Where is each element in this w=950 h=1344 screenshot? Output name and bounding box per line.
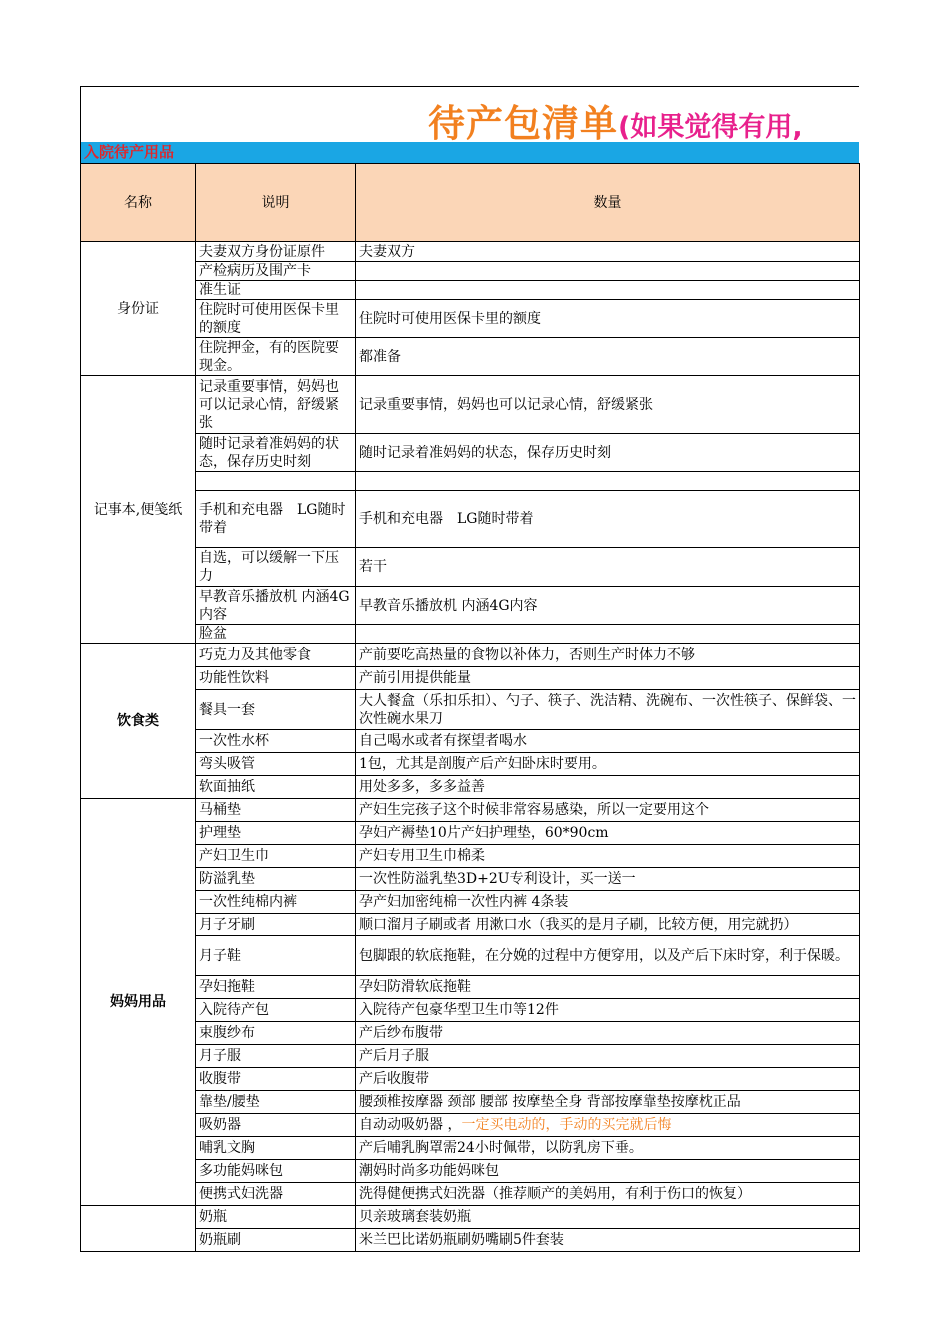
table-row [81, 1114, 860, 1137]
column-header-name: 说明 [196, 164, 356, 242]
item-desc-text: 早教音乐播放机 内涵4G内容 [359, 597, 538, 614]
item-name-cell: 奶瓶刷 [196, 1229, 356, 1252]
item-name-cell: 餐具一套 [196, 690, 356, 730]
item-name-cell: 月子牙刷 [196, 914, 356, 936]
table-row [81, 753, 860, 776]
checklist-table [80, 163, 860, 1252]
title-row [80, 86, 859, 142]
column-header-desc: 数量 [356, 164, 860, 242]
table-row [81, 1137, 860, 1160]
item-desc-cell [356, 690, 860, 730]
item-desc-text: 产前要吃高热量的食物以补体力，否则生产时体力不够 [359, 647, 695, 663]
item-name-cell: 住院时可使用医保卡里的额度 [196, 300, 356, 338]
table-row [81, 491, 860, 548]
item-desc-cell [356, 1183, 860, 1206]
item-desc-cell [356, 587, 860, 625]
item-name-cell: 入院待产包 [196, 999, 356, 1022]
column-header-category: 名称 [81, 164, 196, 242]
item-desc-cell [356, 822, 860, 845]
item-name-cell: 自选，可以缓解一下压力 [196, 548, 356, 587]
item-desc-text: 米兰巴比诺奶瓶刷奶嘴刷5件套装 [359, 1232, 564, 1248]
table-row [81, 376, 860, 434]
item-desc-text: 产妇专用卫生巾棉柔 [359, 848, 485, 864]
item-desc-cell [356, 914, 860, 936]
item-name-cell: 一次性纯棉内裤 [196, 891, 356, 914]
item-name-cell: 记录重要事情，妈妈也可以记录心情，舒缓紧张 [196, 376, 356, 434]
item-name-cell: 月子鞋 [196, 936, 356, 976]
title [428, 93, 803, 142]
table-row [81, 472, 860, 491]
table-row [81, 822, 860, 845]
table-row [81, 730, 860, 753]
item-desc-cell [356, 776, 860, 799]
item-desc-text: 自己喝水或者有探望者喝水 [359, 733, 527, 749]
item-name-cell: 马桶垫 [196, 799, 356, 822]
item-desc-text: 若干 [359, 559, 387, 575]
section-header [80, 142, 859, 163]
item-desc-text: 1包，尤其是剖腹产后产妇卧床时要用。 [359, 756, 606, 772]
section-title: 入院待产用品 [84, 143, 175, 161]
table-row [81, 1022, 860, 1045]
item-name-cell: 准生证 [196, 281, 356, 300]
item-desc-text: 潮妈时尚多功能妈咪包 [359, 1163, 499, 1179]
item-name-cell: 功能性饮料 [196, 667, 356, 690]
table-row [81, 1183, 860, 1206]
item-desc-text: 顺口溜月子刷或者 用漱口水（我买的是月子刷，比较方便，用完就扔） [359, 916, 798, 933]
table-row [81, 1068, 860, 1091]
item-desc-cell [356, 999, 860, 1022]
item-name-cell: 脸盆 [196, 625, 356, 644]
table-row [81, 434, 860, 472]
item-name-cell [196, 472, 356, 491]
item-desc-text: 洗得健便携式妇洗器（推荐顺产的美妈用，有利于伤口的恢复） [359, 1186, 751, 1202]
item-name-cell: 夫妻双方身份证原件 [196, 242, 356, 262]
item-desc-text: 产后纱布腹带 [359, 1025, 443, 1041]
category-cell [81, 1206, 196, 1252]
item-desc-text: 随时记录着准妈妈的状态，保存历史时刻 [359, 444, 611, 461]
item-desc-text: 产后哺乳胸罩需24小时佩带，以防乳房下垂。 [359, 1140, 643, 1156]
item-desc-cell [356, 667, 860, 690]
header-row [81, 164, 860, 242]
table-row [81, 281, 860, 300]
item-desc-text: 夫妻双方 [359, 243, 415, 260]
title-sub: (如果觉得有用, [618, 112, 803, 142]
table-row [81, 548, 860, 587]
item-desc-text: 入院待产包豪华型卫生巾等12件 [359, 1002, 559, 1018]
item-name-cell: 一次性水杯 [196, 730, 356, 753]
item-desc-cell [356, 548, 860, 587]
item-desc-cell [356, 799, 860, 822]
table-row [81, 690, 860, 730]
table-row [81, 1229, 860, 1252]
item-desc-cell [356, 845, 860, 868]
item-name-cell: 吸奶器 [196, 1114, 356, 1137]
item-desc-cell [356, 625, 860, 644]
item-name-cell: 手机和充电器 LG随时带着 [196, 491, 356, 548]
item-desc-cell [356, 281, 860, 300]
item-desc-text: 贝亲玻璃套装奶瓶 [359, 1209, 471, 1225]
item-name-cell: 随时记录着准妈妈的状态，保存历史时刻 [196, 434, 356, 472]
category-cell: 身份证 [81, 242, 196, 376]
table-body [81, 242, 860, 1252]
item-desc-cell [356, 1160, 860, 1183]
table-row [81, 799, 860, 822]
item-desc-cell [356, 976, 860, 999]
table-row [81, 891, 860, 914]
item-desc-cell [356, 242, 860, 262]
item-desc-cell [356, 1022, 860, 1045]
item-name-cell: 靠垫/腰垫 [196, 1091, 356, 1114]
item-name-cell: 住院押金，有的医院要现金。 [196, 338, 356, 376]
item-name-cell: 早教音乐播放机 内涵4G内容 [196, 587, 356, 625]
item-name-cell: 便携式妇洗器 [196, 1183, 356, 1206]
item-name-cell: 护理垫 [196, 822, 356, 845]
item-desc-cell [356, 868, 860, 891]
table-row [81, 644, 860, 667]
item-desc-cell [356, 434, 860, 472]
item-name-cell: 孕妇拖鞋 [196, 976, 356, 999]
item-desc-cell [356, 730, 860, 753]
item-name-cell: 巧克力及其他零食 [196, 644, 356, 667]
item-desc-cell [356, 753, 860, 776]
item-desc-text: 用处多多，多多益善 [359, 779, 485, 795]
item-desc-highlight: 一定买电动的，手动的买完就后悔 [461, 1117, 672, 1133]
category-cell: 记事本,便笺纸 [81, 376, 196, 644]
table-row [81, 845, 860, 868]
item-desc-cell [356, 891, 860, 914]
item-desc-text: 孕妇产褥垫10片产妇护理垫，60*90cm [359, 825, 609, 841]
table-row [81, 1045, 860, 1068]
item-desc-cell [356, 1137, 860, 1160]
item-desc-text: 一次性防溢乳垫3D+2U专利设计，买一送一 [359, 871, 636, 887]
item-desc-cell [356, 262, 860, 281]
category-cell: 饮食类 [81, 644, 196, 799]
item-desc-cell [356, 472, 860, 491]
category-cell: 妈妈用品 [81, 799, 196, 1206]
item-desc-cell [356, 338, 860, 376]
item-name-cell: 月子服 [196, 1045, 356, 1068]
item-name-cell: 弯头吸管 [196, 753, 356, 776]
table-row [81, 868, 860, 891]
table-row [81, 914, 860, 936]
item-desc-text: 包脚跟的软底拖鞋，在分娩的过程中方便穿用，以及产后下床时穿，利于保暖。 [359, 947, 849, 964]
item-desc-text: 产妇生完孩子这个时候非常容易感染，所以一定要用这个 [359, 802, 709, 818]
item-desc-cell [356, 1229, 860, 1252]
table-row [81, 300, 860, 338]
item-name-cell: 多功能妈咪包 [196, 1160, 356, 1183]
item-name-cell: 哺乳文胸 [196, 1137, 356, 1160]
table-row [81, 262, 860, 281]
table-row [81, 587, 860, 625]
table-row [81, 976, 860, 999]
item-desc-cell [356, 376, 860, 434]
item-desc-cell [356, 1068, 860, 1091]
item-desc-text: 自动动吸奶器 ， [359, 1117, 462, 1133]
item-name-cell: 束腹纱布 [196, 1022, 356, 1045]
table-row [81, 625, 860, 644]
item-desc-text: 记录重要事情，妈妈也可以记录心情，舒缓紧张 [359, 396, 653, 413]
title-main: 待产包清单 [428, 102, 618, 142]
item-desc-text: 手机和充电器 LG随时带着 [359, 511, 534, 527]
table-row [81, 1160, 860, 1183]
table-row [81, 667, 860, 690]
item-desc-text: 产后收腹带 [359, 1071, 429, 1087]
item-desc-cell [356, 936, 860, 976]
item-name-cell: 收腹带 [196, 1068, 356, 1091]
item-desc-text: 大人餐盒（乐扣乐扣）、勺子、筷子、洗洁精、洗碗布、一次性筷子、保鲜袋、一次性碗水果刀 [359, 692, 856, 727]
item-desc-text: 孕妇防滑软底拖鞋 [359, 979, 471, 995]
item-desc-cell [356, 300, 860, 338]
item-desc-cell [356, 1091, 860, 1114]
table-row [81, 999, 860, 1022]
item-desc-text: 腰颈椎按摩器 颈部 腰部 按摩垫全身 背部按摩靠垫按摩枕正品 [359, 1094, 741, 1110]
item-desc-cell [356, 644, 860, 667]
item-desc-text: 都准备 [359, 348, 401, 365]
item-desc-cell [356, 491, 860, 548]
item-desc-cell [356, 1114, 860, 1137]
item-desc-cell [356, 1045, 860, 1068]
table-row [81, 1206, 860, 1229]
item-desc-text: 产后月子服 [359, 1048, 429, 1064]
item-name-cell: 软面抽纸 [196, 776, 356, 799]
table-row [81, 338, 860, 376]
item-desc-text: 住院时可使用医保卡里的额度 [359, 310, 541, 327]
table-row [81, 936, 860, 976]
table-row [81, 1091, 860, 1114]
item-name-cell: 产检病历及围产卡 [196, 262, 356, 281]
item-desc-text: 孕产妇加密纯棉一次性内裤 4条装 [359, 894, 569, 910]
item-desc-text: 产前引用提供能量 [359, 670, 471, 686]
item-name-cell: 防溢乳垫 [196, 868, 356, 891]
item-name-cell: 奶瓶 [196, 1206, 356, 1229]
table-row [81, 776, 860, 799]
item-name-cell: 产妇卫生巾 [196, 845, 356, 868]
item-desc-cell [356, 1206, 860, 1229]
table-row [81, 242, 860, 262]
checklist-sheet [80, 86, 859, 1252]
